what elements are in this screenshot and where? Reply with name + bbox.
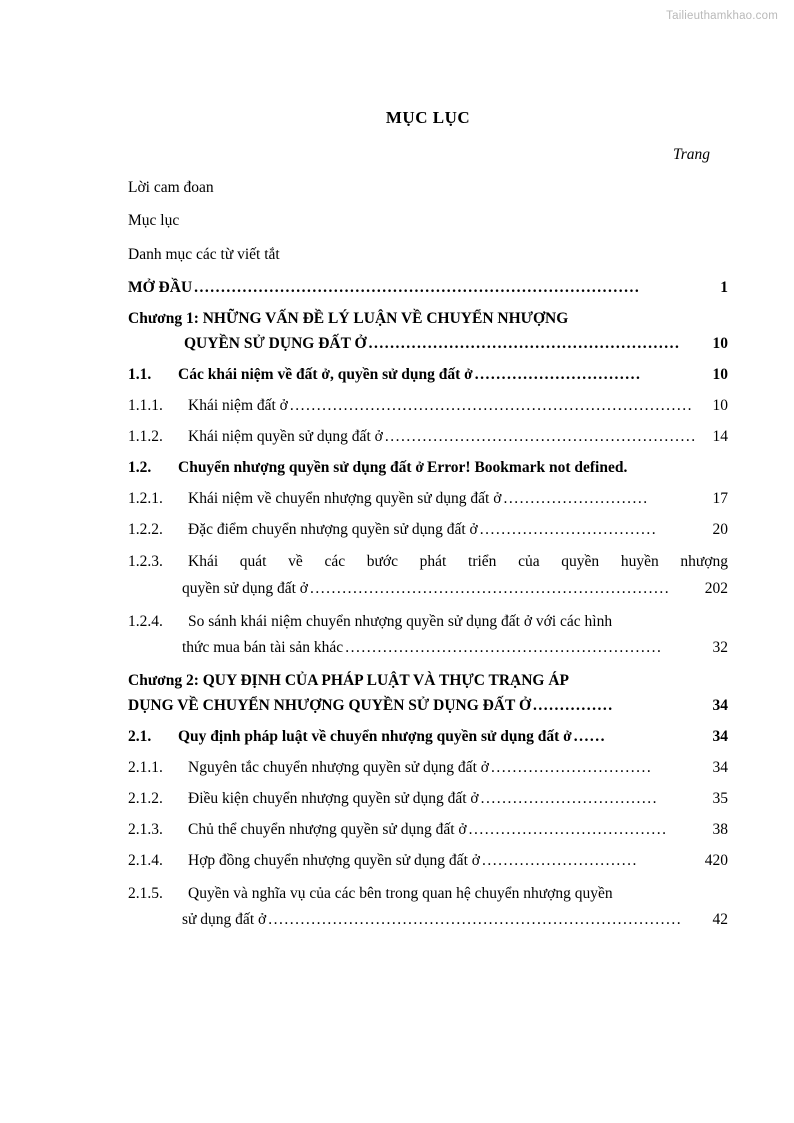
toc-entry-label: Điều kiện chuyển nhượng quyền sử dụng đất ở [188,790,479,808]
toc-page-number: Error! Bookmark not defined. [426,459,628,477]
toc-page-number: 10 [712,366,728,384]
toc-entry-2-1-2[interactable] [128,787,728,811]
front-matter-item: Mục lục [128,212,180,230]
toc-entry-label: Chuyển nhượng quyền sử dụng đất ở [178,459,424,477]
toc-entry-label-cont: QUYỀN SỬ DỤNG ĐẤT Ở [184,334,367,352]
toc-leader: ............................. [481,852,638,870]
toc-entry-number: 1.2. [128,459,152,477]
toc-content [128,108,728,940]
toc-leader: ............................... [474,366,642,384]
toc-page-number: 38 [712,821,728,839]
toc-entry-number: 1.2.4. [128,613,163,631]
page-title: MỤC LỤC [385,108,471,127]
toc-entry-number: 2.1.3. [128,821,163,839]
toc-page-number: 35 [712,790,728,808]
toc-leader: ................................................................................... [194,278,641,296]
toc-entry-1-1-1[interactable] [128,394,728,418]
toc-entry-label-cont: quyền sử dụng đất ở [182,579,308,597]
toc-entry-label: Hợp đồng chuyển nhượng quyền sử dụng đất ở [188,852,480,870]
toc-entry-number: 2.1.1. [128,759,163,777]
toc-entry-number: 1.2.3. [128,553,163,571]
toc-page-number: 420 [704,852,728,870]
page-column-label: Trang [672,146,710,163]
toc-page-number: 32 [712,639,728,657]
toc-entry-1-2-1[interactable] [128,487,728,511]
toc-entry-number: 2.1. [128,728,152,746]
toc-entry-2-1-3[interactable] [128,818,728,842]
toc-page-number: 34 [712,728,728,746]
toc-entry-number: 1.1.1. [128,397,163,415]
toc-entry-label: Quyền và nghĩa vụ của các bên trong quan hệ chuyển nhượng quyền [188,884,613,902]
toc-leader: ........................................................................... [289,397,694,415]
toc-entry-label-cont: DỤNG VỀ CHUYỂN NHƯỢNG QUYỀN SỬ DỤNG ĐẤT Ở [128,696,532,714]
toc-entry-mo-dau[interactable] [128,276,728,300]
toc-entry-2-1-5[interactable] [128,881,728,934]
toc-page-number: 20 [712,521,728,539]
toc-leader: ............................................................................. [268,910,683,928]
toc-leader: ................................................................... [309,579,671,597]
toc-page-number: 34 [712,696,728,714]
toc-leader: ..................................... [468,821,668,839]
toc-entry-number: 1.1.2. [128,428,163,446]
toc-entry-1-2[interactable] [128,456,728,480]
toc-entry-label: Quy định pháp luật về chuyển nhượng quyền sử dụng đất ở [178,728,572,746]
toc-entry-number: 2.1.5. [128,884,163,902]
toc-page-number: 14 [712,428,728,446]
toc-entry-number: 1.2.1. [128,490,163,508]
toc-page-number: 34 [712,759,728,777]
toc-entry-chuong-1[interactable] [128,307,728,357]
toc-page-number: 17 [712,490,728,508]
toc-entry-label: Đặc điểm chuyển nhượng quyền sử dụng đất ở [188,521,478,539]
toc-entry-label: Khái niệm quyền sử dụng đất ở [188,428,383,446]
toc-entry-2-1[interactable] [128,725,728,749]
toc-page-number: 10 [712,397,728,415]
toc-entry-1-1-2[interactable] [128,425,728,449]
toc-entry-label-cont: thức mua bán tài sản khác [182,639,344,657]
front-matter-item: Lời cam đoan [128,179,214,196]
toc-page-number: 10 [712,334,728,352]
toc-leader: .......................................................... [384,428,697,446]
toc-entry-1-2-4[interactable] [128,609,728,662]
toc-page-number: 42 [712,910,728,928]
toc-entry-1-1[interactable] [128,363,728,387]
watermark-text: Tailieuthamkhao.com [666,10,778,22]
toc-entry-label: Khái quát về các bước phát triển của quyền huyền nhượng [188,553,728,571]
toc-entry-label-cont: sử dụng đất ở [182,910,267,928]
toc-entry-number: 1.1. [128,366,152,384]
toc-entry-label: Khái niệm về chuyển nhượng quyền sử dụng đất ở [188,490,502,508]
toc-entry-2-1-4[interactable] [128,849,728,873]
toc-entry-1-2-3[interactable] [128,549,728,602]
toc-entry-chuong-2[interactable] [128,669,728,719]
toc-leader: ................................. [480,790,658,808]
toc-entry-label: Nguyên tắc chuyển nhượng quyền sử dụng đất ở [188,759,489,777]
toc-entry-label: MỞ ĐẦU [128,278,193,296]
toc-entry-1-2-2[interactable] [128,518,728,542]
toc-entry-label: Chương 2: QUY ĐỊNH CỦA PHÁP LUẬT VÀ THỰC TRẠNG ÁP [128,671,570,689]
toc-entry-label: Chủ thể chuyển nhượng quyền sử dụng đất ở [188,821,467,839]
toc-page-number: 1 [720,278,728,296]
toc-entry-label: Khái niệm đất ở [188,397,288,415]
toc-entry-label: Chương 1: NHỮNG VẤN ĐỀ LÝ LUẬN VỀ CHUYỂN NHƯỢNG [128,309,569,327]
toc-leader: .............................. [490,759,653,777]
toc-leader: ...... [573,728,606,746]
toc-page-number: 202 [704,579,728,597]
toc-leader: ........................... [503,490,649,508]
toc-entry-label: Các khái niệm về đất ở, quyền sử dụng đất ở [178,366,473,384]
toc-entry-number: 1.2.2. [128,521,163,539]
toc-leader: ................................. [479,521,658,539]
toc-leader: ............... [533,696,614,714]
toc-leader: ........................................................... [345,639,663,657]
toc-entry-number: 2.1.2. [128,790,163,808]
toc-entry-label: So sánh khái niệm chuyển nhượng quyền sử dụng đất ở với các hình [188,613,613,631]
toc-entry-2-1-1[interactable] [128,756,728,780]
toc-leader: .......................................................... [368,334,681,352]
front-matter-item: Danh mục các từ viết tắt [128,245,280,263]
toc-entry-number: 2.1.4. [128,852,163,870]
